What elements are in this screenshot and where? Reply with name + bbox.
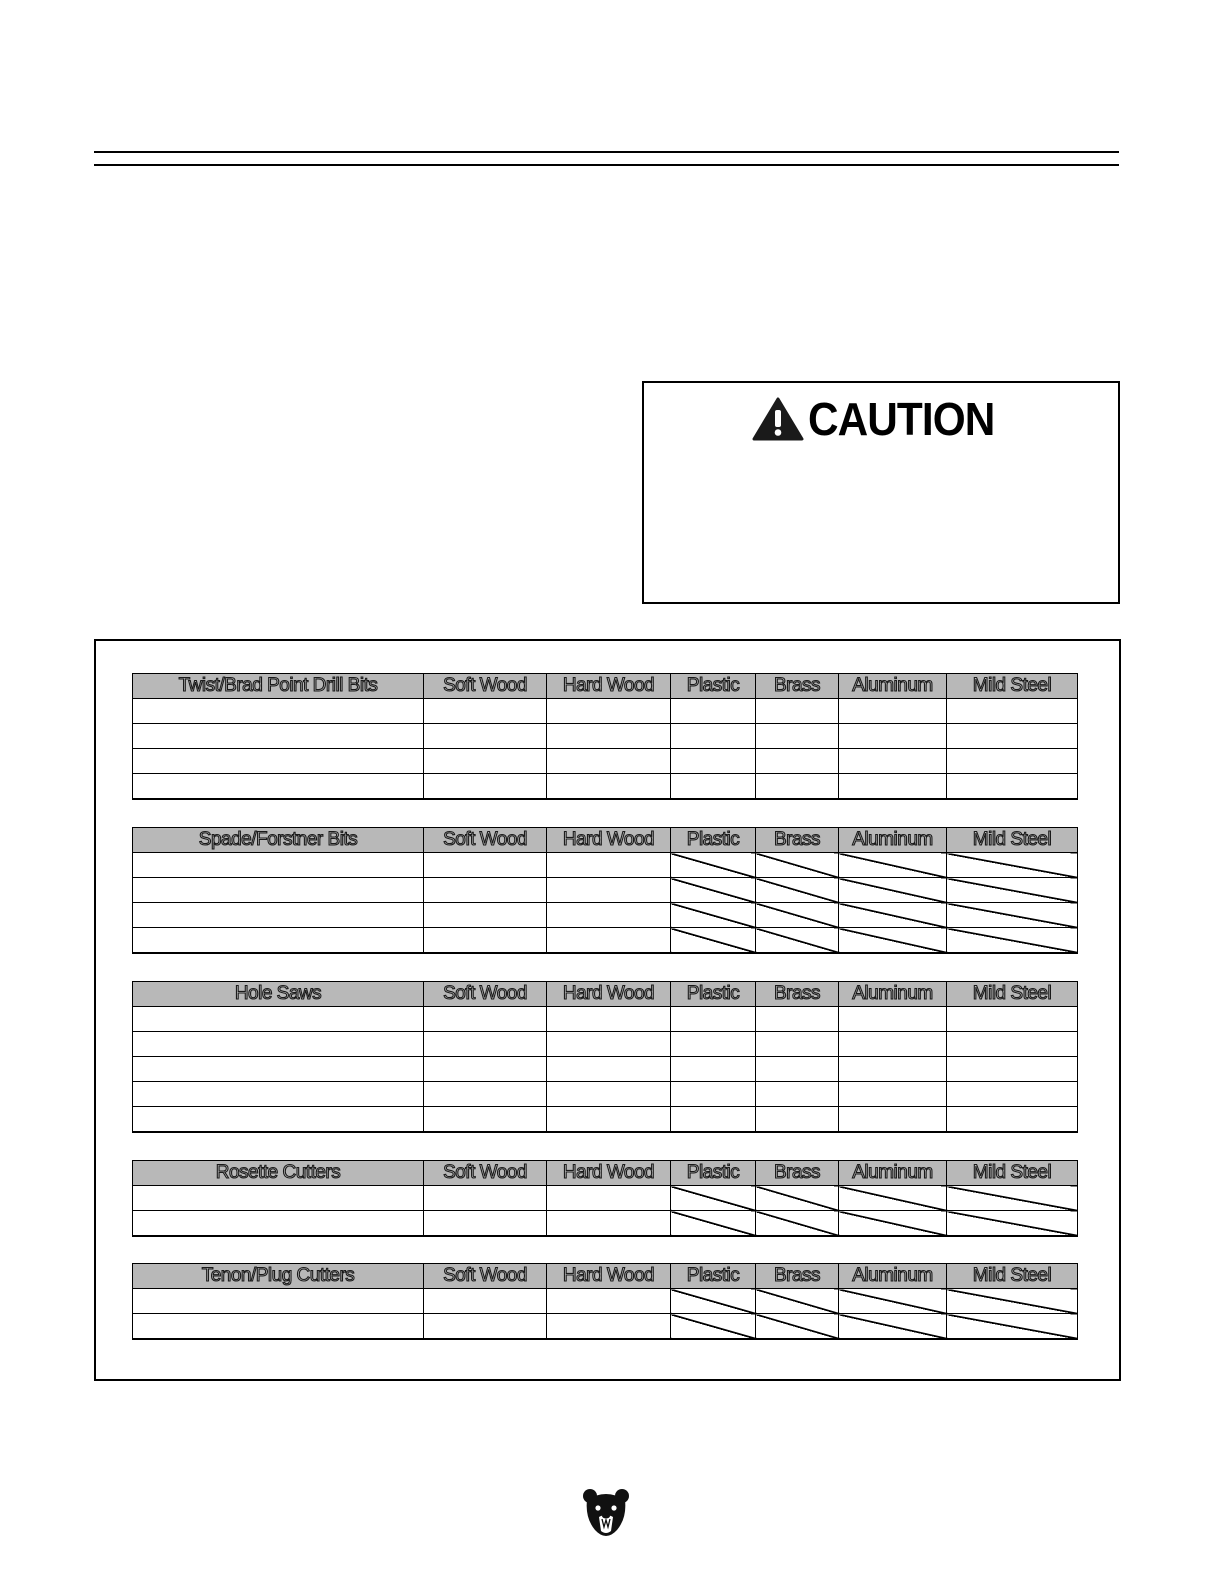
table-row [133,1107,1078,1133]
table-header-row [133,982,1078,1007]
speed-cell [424,878,547,903]
speed-cell [547,1289,671,1314]
speed-cell [424,853,547,878]
table-header-row [133,1264,1078,1289]
table-row [133,774,1078,800]
size-cell [133,1057,424,1082]
speed-cell [424,1211,547,1237]
column-header: Brass [756,674,839,699]
speed-cell [424,749,547,774]
speed-cell [424,1314,547,1340]
size-cell [133,903,424,928]
column-header: Aluminum [839,1264,947,1289]
speed-table-twist-brad-point [132,673,1078,800]
not-applicable-cell [947,1211,1078,1237]
speed-cell [424,928,547,954]
not-applicable-cell [947,878,1078,903]
size-cell [133,1186,424,1211]
speed-cell [839,1082,947,1107]
not-applicable-cell [756,878,839,903]
warning-triangle-icon [752,397,804,441]
speed-cell [671,699,756,724]
column-header: Soft Wood [424,828,547,853]
size-cell [133,928,424,954]
not-applicable-cell [671,1314,756,1340]
not-applicable-cell [839,1289,947,1314]
column-header: Soft Wood [424,674,547,699]
speed-cell [671,1032,756,1057]
column-header: Aluminum [839,828,947,853]
not-applicable-cell [839,928,947,954]
speed-cell [756,1007,839,1032]
speed-cell [547,774,671,800]
speed-cell [839,1007,947,1032]
speed-table-hole-saws [132,981,1078,1133]
size-cell [133,774,424,800]
speed-cell [671,724,756,749]
speed-cell [547,699,671,724]
column-header: Hard Wood [547,674,671,699]
not-applicable-cell [671,878,756,903]
not-applicable-cell [756,1289,839,1314]
size-cell [133,699,424,724]
not-applicable-cell [947,903,1078,928]
speed-cell [839,724,947,749]
speed-cell [947,724,1078,749]
column-header: Hard Wood [547,1264,671,1289]
table-title: Tenon/Plug Cutters [133,1264,424,1289]
speed-cell [947,1032,1078,1057]
header-rule-bottom [94,164,1119,166]
column-header: Brass [756,828,839,853]
caution-label: CAUTION [807,393,995,445]
not-applicable-cell [839,1314,947,1340]
speed-cell [547,749,671,774]
speed-cell [839,1032,947,1057]
speed-cell [547,903,671,928]
speed-cell [947,749,1078,774]
table-header-row [133,1161,1078,1186]
speed-table-tenon-plug-cutters [132,1263,1078,1340]
table-row [133,928,1078,954]
column-header: Mild Steel [947,1264,1078,1289]
speed-cell [947,699,1078,724]
table-row [133,903,1078,928]
table-row [133,1032,1078,1057]
size-cell [133,1289,424,1314]
table-title: Twist/Brad Point Drill Bits [133,674,424,699]
size-cell [133,1314,424,1340]
speed-cell [671,1082,756,1107]
speed-table-rosette-cutters [132,1160,1078,1237]
header-rule-top [94,151,1119,153]
column-header: Plastic [671,674,756,699]
column-header: Hard Wood [547,1161,671,1186]
column-header: Aluminum [839,674,947,699]
speed-cell [424,1057,547,1082]
speed-cell [756,749,839,774]
table-header-row [133,828,1078,853]
speed-cell [547,1007,671,1032]
column-header: Plastic [671,828,756,853]
speed-cell [756,699,839,724]
not-applicable-cell [947,928,1078,954]
speed-cell [839,699,947,724]
table-row [133,1007,1078,1032]
column-header: Soft Wood [424,1161,547,1186]
not-applicable-cell [839,903,947,928]
size-cell [133,1082,424,1107]
not-applicable-cell [839,853,947,878]
column-header: Aluminum [839,1161,947,1186]
speed-cell [547,1057,671,1082]
table-title: Spade/Forstner Bits [133,828,424,853]
table-row [133,1057,1078,1082]
table-row [133,853,1078,878]
not-applicable-cell [671,1186,756,1211]
column-header: Soft Wood [424,1264,547,1289]
speed-cell [547,724,671,749]
table-row [133,1289,1078,1314]
table-row [133,749,1078,774]
column-header: Plastic [671,1264,756,1289]
table-row [133,724,1078,749]
column-header: Mild Steel [947,674,1078,699]
not-applicable-cell [756,853,839,878]
speed-cell [547,1314,671,1340]
caution-box [642,381,1120,604]
not-applicable-cell [671,1211,756,1237]
table-row [133,1314,1078,1340]
not-applicable-cell [947,1186,1078,1211]
speed-cell [424,1007,547,1032]
column-header: Brass [756,982,839,1007]
size-cell [133,1007,424,1032]
table-row [133,878,1078,903]
not-applicable-cell [947,853,1078,878]
speed-cell [671,1107,756,1133]
speed-cell [671,749,756,774]
column-header: Mild Steel [947,982,1078,1007]
table-title: Rosette Cutters [133,1161,424,1186]
speed-cell [547,1186,671,1211]
size-cell [133,1107,424,1133]
speed-cell [947,1057,1078,1082]
speed-cell [547,928,671,954]
speed-cell [756,774,839,800]
size-cell [133,749,424,774]
speed-cell [547,1211,671,1237]
speed-cell [424,724,547,749]
speed-cell [424,774,547,800]
speed-cell [424,1289,547,1314]
speed-cell [424,1032,547,1057]
not-applicable-cell [756,1211,839,1237]
not-applicable-cell [671,1289,756,1314]
table-row [133,1211,1078,1237]
speed-cell [756,1032,839,1057]
speed-cell [547,1032,671,1057]
size-cell [133,724,424,749]
not-applicable-cell [756,1314,839,1340]
table-header-row [133,674,1078,699]
column-header: Mild Steel [947,828,1078,853]
column-header: Hard Wood [547,982,671,1007]
speed-cell [424,1186,547,1211]
bear-head-logo [581,1486,631,1540]
speed-cell [671,774,756,800]
table-title: Hole Saws [133,982,424,1007]
size-cell [133,878,424,903]
speed-cell [424,1082,547,1107]
column-header: Plastic [671,982,756,1007]
speed-cell [756,1057,839,1082]
speed-cell [547,853,671,878]
speed-cell [424,903,547,928]
not-applicable-cell [756,1186,839,1211]
speed-cell [947,774,1078,800]
speed-cell [547,878,671,903]
table-row [133,1186,1078,1211]
speed-table-spade-forstner [132,827,1078,954]
not-applicable-cell [947,1314,1078,1340]
speed-cell [671,1007,756,1032]
speed-cell [756,1107,839,1133]
speed-cell [839,1107,947,1133]
size-cell [133,1032,424,1057]
table-row [133,699,1078,724]
not-applicable-cell [839,1211,947,1237]
not-applicable-cell [756,928,839,954]
not-applicable-cell [756,903,839,928]
speed-cell [547,1107,671,1133]
speed-cell [947,1107,1078,1133]
not-applicable-cell [839,878,947,903]
not-applicable-cell [671,928,756,954]
column-header: Brass [756,1264,839,1289]
speed-cell [839,749,947,774]
speed-cell [424,699,547,724]
not-applicable-cell [947,1289,1078,1314]
speed-cell [756,724,839,749]
speed-cell [547,1082,671,1107]
speed-cell [947,1007,1078,1032]
speed-cell [947,1082,1078,1107]
column-header: Plastic [671,1161,756,1186]
column-header: Soft Wood [424,982,547,1007]
speed-cell [839,1057,947,1082]
speed-cell [424,1107,547,1133]
column-header: Mild Steel [947,1161,1078,1186]
speed-cell [839,774,947,800]
speed-cell [671,1057,756,1082]
not-applicable-cell [671,903,756,928]
size-cell [133,1211,424,1237]
column-header: Aluminum [839,982,947,1007]
caution-header [644,393,1118,445]
column-header: Brass [756,1161,839,1186]
speed-cell [756,1082,839,1107]
not-applicable-cell [671,853,756,878]
column-header: Hard Wood [547,828,671,853]
not-applicable-cell [839,1186,947,1211]
size-cell [133,853,424,878]
table-row [133,1082,1078,1107]
